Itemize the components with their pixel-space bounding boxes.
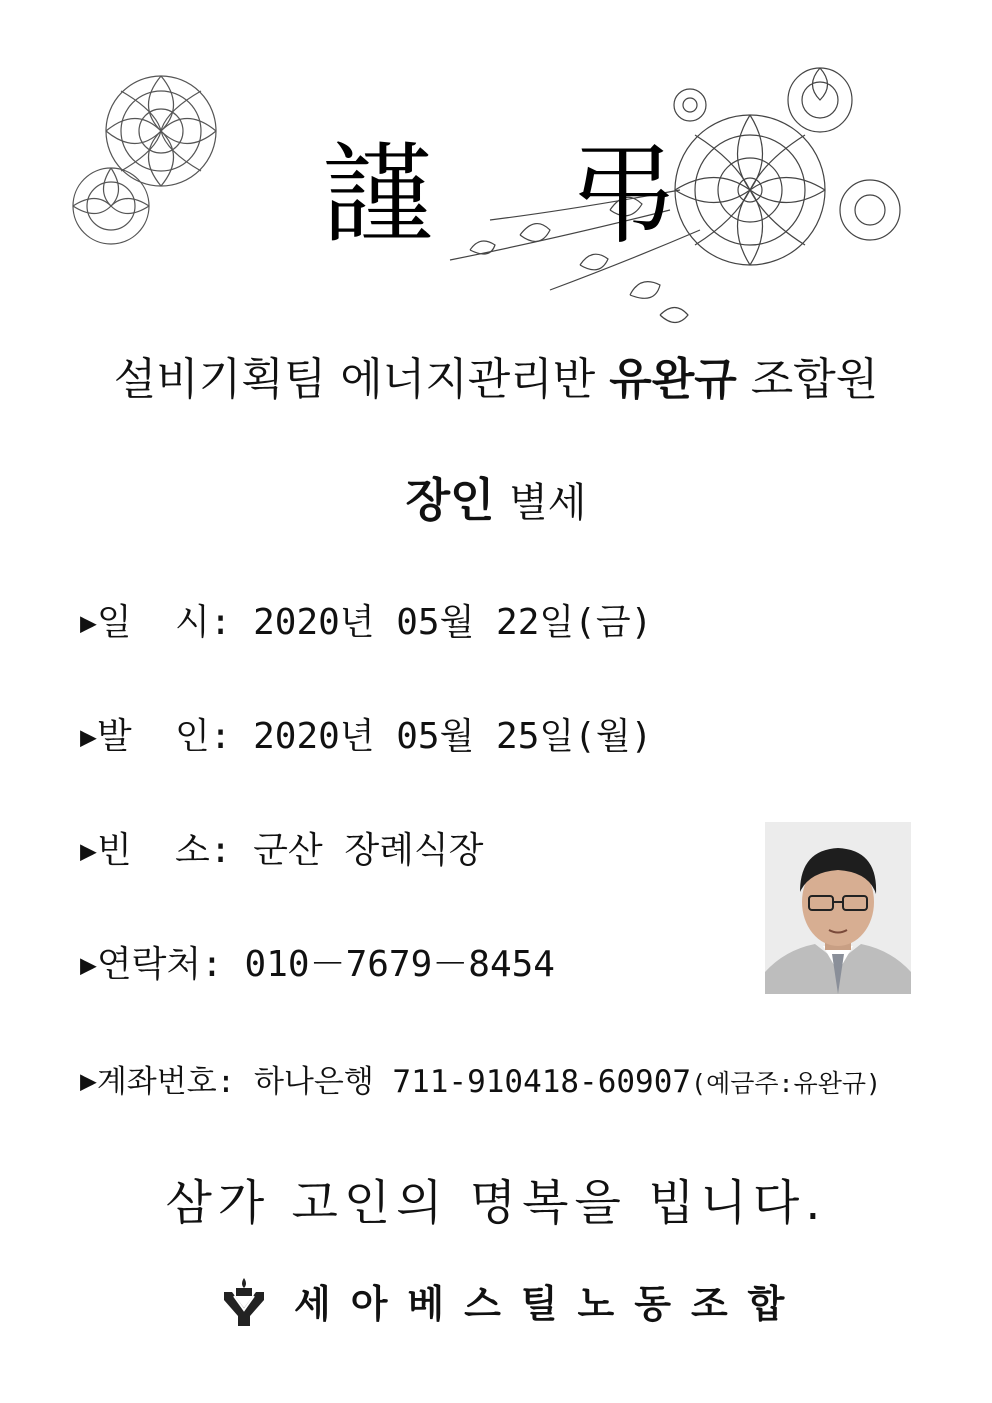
info-label: 일 시: xyxy=(96,602,232,643)
info-value: 군산 장례식장 xyxy=(231,830,484,871)
arrow-bullet-icon: ▶ xyxy=(80,1064,97,1097)
info-row-funeral xyxy=(80,712,652,762)
subtitle-prefix: 설비기획팀 에너지관리반 xyxy=(113,354,610,405)
info-value: 2020년 05월 25일(월) xyxy=(231,716,653,757)
info-row-account xyxy=(80,1056,881,1109)
info-value: 010－7679－8454 xyxy=(222,944,555,985)
arrow-bullet-icon: ▶ xyxy=(80,606,97,639)
title-character-1: 謹 xyxy=(322,131,432,259)
info-label: 발 인: xyxy=(96,716,232,757)
title-character-2: 弔 xyxy=(568,131,678,259)
organization-name: 세아베스틸노동조합 xyxy=(294,1281,805,1326)
death-notice-line xyxy=(0,465,992,538)
account-value: 하나은행 711-910418-60907 xyxy=(235,1064,692,1100)
info-label: 연락처: xyxy=(96,944,223,985)
relative-title: 장인 xyxy=(405,473,495,527)
portrait-illustration xyxy=(765,822,911,994)
union-hands-logo-icon xyxy=(222,1274,266,1326)
info-row-date xyxy=(80,598,652,648)
footer-organization xyxy=(222,1270,804,1330)
info-label: 빈 소: xyxy=(96,830,232,871)
death-verb: 별세 xyxy=(509,480,587,526)
info-row-contact xyxy=(80,940,555,990)
arrow-bullet-icon: ▶ xyxy=(80,948,97,981)
info-label: 계좌번호: xyxy=(96,1064,236,1100)
condolence-message: 삼가 고인의 명복을 빕니다. xyxy=(165,1175,827,1231)
deceased-relation-subtitle xyxy=(0,345,992,415)
portrait-photo xyxy=(765,822,911,994)
account-holder: (예금주:유완규) xyxy=(691,1069,882,1098)
arrow-bullet-icon: ▶ xyxy=(80,834,97,867)
info-row-mortuary xyxy=(80,826,483,876)
member-name: 유완규 xyxy=(609,354,737,405)
info-value: 2020년 05월 22일(금) xyxy=(231,602,653,643)
chrysanthemum-left-icon xyxy=(66,66,246,246)
arrow-bullet-icon: ▶ xyxy=(80,720,97,753)
subtitle-suffix: 조합원 xyxy=(736,354,879,405)
